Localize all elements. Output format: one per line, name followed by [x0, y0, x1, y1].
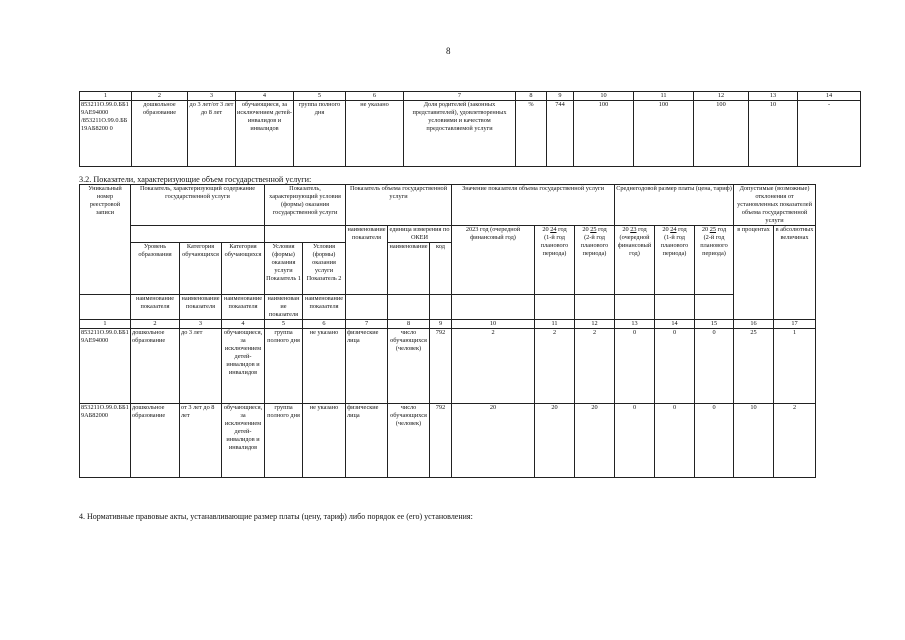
col-num: 14 [655, 320, 695, 329]
spacer [655, 295, 695, 320]
col-num: 6 [346, 92, 404, 101]
column-number-row [80, 320, 816, 329]
year-suffix: год [558, 226, 567, 233]
year-suffix: год [678, 226, 687, 233]
column-number-row [80, 92, 861, 101]
header-percent: в процентах [734, 226, 774, 320]
spacer [346, 295, 388, 320]
spacer [80, 295, 131, 320]
year-subtitle: (1-й год планового периода) [540, 234, 569, 257]
col-num: 4 [222, 320, 265, 329]
header-deviation: Допустимые (возможные) отклонения от установленных показателей объема государственной услуги [734, 185, 816, 226]
cell: 0 [615, 329, 655, 404]
cell: группа полного дня [265, 404, 303, 478]
header-unit-name: наименование [388, 243, 430, 295]
col-num: 16 [734, 320, 774, 329]
cell: 792 [430, 329, 452, 404]
cell: 100 [694, 101, 749, 167]
table-row [80, 101, 861, 167]
header-category: Категория обучающихся [180, 243, 222, 295]
cell: обучающиеся, за исключением детей-инвалидов и инвалидов [222, 404, 265, 478]
year-prefix: 20 [662, 226, 669, 233]
year-number: 24 [670, 226, 677, 233]
header-unique: Уникальный номер реестровой записи [80, 185, 131, 295]
cell: 100 [574, 101, 634, 167]
cell: дошкольное образование [132, 101, 188, 167]
year-suffix: год [717, 226, 727, 233]
year-subtitle: (очередной финансовый год) [617, 234, 652, 257]
header-fee-2023 [615, 226, 655, 295]
cell: 792 [430, 404, 452, 478]
cell: физические лица [346, 404, 388, 478]
cell: физические лица [346, 329, 388, 404]
cell: 10 [734, 404, 774, 478]
spacer [575, 295, 615, 320]
cell: число обучающихся (человек) [388, 404, 430, 478]
header-2024 [535, 226, 575, 295]
cell: от 3 лет до 8 лет [180, 404, 222, 478]
table-row [80, 329, 816, 404]
header-category: Категория обучающихся [222, 243, 265, 295]
cell: дошкольное образование [131, 404, 180, 478]
header-condition-1: Условия (формы) оказания услуги Показатель 1 [265, 243, 303, 295]
header-row-2 [80, 226, 816, 243]
registry-code: 853211О.99.0.ББ19АБ82000 [80, 404, 131, 478]
header-condition-2: Условия (формы) оказания услуги Показатель 2 [303, 243, 346, 295]
cell: % [516, 101, 547, 167]
col-num: 9 [430, 320, 452, 329]
cell: не указано [303, 404, 346, 478]
header-code: код [430, 243, 452, 295]
header-fee-2025 [695, 226, 734, 295]
cell: 20 [452, 404, 535, 478]
col-num: 10 [452, 320, 535, 329]
spacer [695, 295, 734, 320]
cell: не указано [346, 101, 404, 167]
header-fee-2024 [655, 226, 695, 295]
year-prefix: 20 [622, 226, 629, 233]
header-indname: наименование показателя [265, 295, 303, 320]
col-num: 3 [180, 320, 222, 329]
header-indname: наименование показателя [303, 295, 346, 320]
section-title: 3.2. Показатели, характеризующие объем государственной услуги: [79, 175, 312, 184]
spacer [452, 295, 535, 320]
cell: 0 [615, 404, 655, 478]
volume-indicators-table [79, 184, 816, 478]
header-unit: единица измерения по ОКЕИ [388, 226, 452, 243]
cell: 20 [575, 404, 615, 478]
cell: не указано [303, 329, 346, 404]
year-prefix: 20 [542, 226, 549, 233]
cell: 100 [634, 101, 694, 167]
header-level: Уровень образования [131, 243, 180, 295]
cell: Доля родителей (законных представителей), удовлетворенных условиями и качеством предоставляемой услуги [404, 101, 516, 167]
col-num: 2 [131, 320, 180, 329]
cell: до 3 лет/от 3 лет до 8 лет [188, 101, 236, 167]
cell: обучающиеся, за исключением детей-инвалидов и инвалидов [236, 101, 294, 167]
col-num: 12 [575, 320, 615, 329]
header-vol-name: наименование показателя [346, 226, 388, 295]
cell: 1 [774, 329, 816, 404]
cell: 744 [547, 101, 574, 167]
cell: обучающиеся, за исключением детей-инвалидов и инвалидов [222, 329, 265, 404]
header-values: Значение показателя объема государственной услуги [452, 185, 615, 226]
header-indname: наименование показателя [222, 295, 265, 320]
cell: 0 [695, 404, 734, 478]
col-num: 13 [749, 92, 798, 101]
header-conditions: Показатель, характеризующий условия (формы) оказания государственной услуги [265, 185, 346, 226]
col-num: 3 [188, 92, 236, 101]
col-num: 1 [80, 320, 131, 329]
cell: - [798, 101, 861, 167]
spacer [265, 226, 346, 243]
cell: число обучающихся (человек) [388, 329, 430, 404]
col-num: 11 [535, 320, 575, 329]
section-4-heading: 4. Нормативные правовые акты, устанавливающие размер платы (цену, тариф) либо порядок ее (его) установления: [79, 512, 473, 521]
year-prefix: 20 [701, 226, 709, 233]
col-num: 12 [694, 92, 749, 101]
spacer [535, 295, 575, 320]
year-number: 25 [709, 226, 716, 233]
col-num: 7 [404, 92, 516, 101]
header-indname: наименование показателя [180, 295, 222, 320]
col-num: 14 [798, 92, 861, 101]
cell: группа полного дня [294, 101, 346, 167]
col-num: 11 [634, 92, 694, 101]
cell: 2 [774, 404, 816, 478]
year-number: 23 [630, 226, 637, 233]
page-number: 8 [446, 46, 451, 56]
col-num: 4 [236, 92, 294, 101]
cell: дошкольное образование [131, 329, 180, 404]
cell: 10 [749, 101, 798, 167]
col-num: 9 [547, 92, 574, 101]
col-num: 15 [695, 320, 734, 329]
spacer [615, 295, 655, 320]
col-num: 8 [516, 92, 547, 101]
table-row [80, 404, 816, 478]
cell: 25 [734, 329, 774, 404]
header-volume: Показатель объема государственной услуги [346, 185, 452, 226]
year-prefix: 20 [582, 226, 589, 233]
year-suffix: год [598, 226, 607, 233]
cell: 2 [535, 329, 575, 404]
spacer [388, 295, 430, 320]
year-suffix: год [638, 226, 647, 233]
spacer [131, 226, 265, 243]
cell: 20 [535, 404, 575, 478]
year-subtitle: (2-й год планового периода) [700, 234, 728, 257]
quality-indicators-table [79, 91, 861, 167]
year-subtitle: (2-й год планового периода) [580, 234, 609, 257]
col-num: 10 [574, 92, 634, 101]
col-num: 8 [388, 320, 430, 329]
header-2025 [575, 226, 615, 295]
col-num: 5 [294, 92, 346, 101]
header-indname: наименование показателя [131, 295, 180, 320]
col-num: 5 [265, 320, 303, 329]
col-num: 7 [346, 320, 388, 329]
col-num: 13 [615, 320, 655, 329]
year-number: 24 [550, 226, 557, 233]
header-row-1 [80, 185, 816, 226]
header-2023: 2023 год (очередной финансовый год) [452, 226, 535, 295]
col-num: 2 [132, 92, 188, 101]
header-row-4 [80, 295, 816, 320]
spacer [430, 295, 452, 320]
col-num: 17 [774, 320, 816, 329]
col-num: 1 [80, 92, 132, 101]
cell: 0 [695, 329, 734, 404]
year-subtitle: (1-й год планового периода) [660, 234, 689, 257]
cell: группа полного дня [265, 329, 303, 404]
cell: 0 [655, 329, 695, 404]
cell: 0 [655, 404, 695, 478]
header-absolute: в абсолютных величинах [774, 226, 816, 320]
registry-code: 853211О.99.0.ББ19АЕ94000 [80, 329, 131, 404]
header-fee: Среднегодовой размер платы (цена, тариф) [615, 185, 734, 226]
cell: 2 [452, 329, 535, 404]
col-num: 6 [303, 320, 346, 329]
year-number: 25 [590, 226, 597, 233]
header-content: Показатель, характеризующий содержание государственной услуги [131, 185, 265, 226]
cell: до 3 лет [180, 329, 222, 404]
cell: 2 [575, 329, 615, 404]
registry-code: 853211О.99.0.ББ19АЕ94000 /853211О.99.0.ББ19АБ8200 0 [80, 101, 132, 167]
